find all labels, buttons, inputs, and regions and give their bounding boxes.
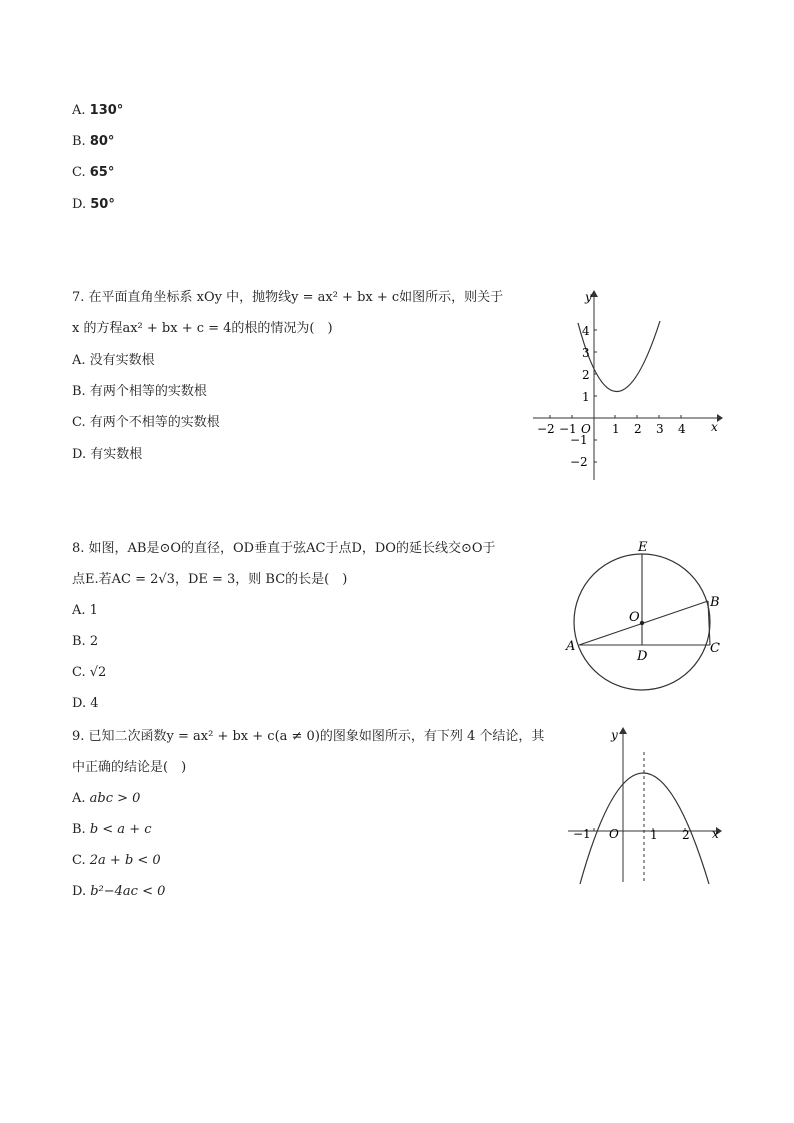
- option-text: 130°: [89, 103, 124, 118]
- q8-option-a: [72, 602, 98, 620]
- q7-parabola-curve: [578, 321, 660, 392]
- q9-option-a: [72, 790, 140, 808]
- q9-option-c: [72, 852, 161, 870]
- option-letter: C.: [72, 415, 86, 430]
- q8-label-o: O: [629, 610, 640, 625]
- option-text: b < a + c: [89, 822, 152, 837]
- q7-ytick-label: −2: [570, 455, 588, 469]
- q8-stem-line1: 8. 如图，AB是⊙O的直径，OD垂直于弦AC于点D，DO的延长线交⊙O于: [72, 541, 496, 556]
- option-letter: B.: [72, 822, 86, 837]
- option-letter: C.: [72, 165, 86, 180]
- option-letter: A.: [72, 791, 86, 806]
- q7-option-d: [72, 446, 142, 464]
- q8-option-b: [72, 633, 98, 651]
- q9-origin-label: O: [609, 827, 619, 841]
- q7-option-b: [72, 383, 207, 401]
- option-text: abc > 0: [89, 791, 141, 806]
- q9-option-b: [72, 821, 152, 839]
- option-letter: B.: [72, 384, 86, 399]
- q6-option-b: [72, 133, 114, 151]
- q6-option-c: [72, 164, 114, 182]
- q7-parabola-graph: [525, 285, 725, 485]
- option-letter: B.: [72, 134, 86, 149]
- q7-xtick-label: 3: [656, 422, 664, 436]
- option-letter: A.: [72, 353, 86, 368]
- option-text: 80°: [89, 134, 115, 149]
- q8-center-point: [640, 621, 644, 625]
- option-text: 有实数根: [90, 447, 143, 462]
- option-text: 1: [89, 603, 98, 618]
- q8-label-d: D: [637, 649, 648, 664]
- q7-x-arrow-icon: [717, 414, 723, 422]
- q7-xtick-label: 4: [678, 422, 686, 436]
- q7-xtick-label: −2: [537, 422, 555, 436]
- option-text: b²−4ac < 0: [90, 884, 166, 899]
- q8-circle-figure: [560, 535, 730, 700]
- q7-xtick-label: 2: [634, 422, 642, 436]
- q6-option-d: [72, 196, 115, 214]
- option-letter: A.: [72, 103, 86, 118]
- q9-stem-line2: 中正确的结论是( ): [72, 760, 187, 775]
- q7-x-label: x: [711, 420, 718, 434]
- q7-origin-label: O: [581, 422, 591, 436]
- option-letter: D.: [72, 884, 87, 899]
- option-text: 2a + b < 0: [89, 853, 161, 868]
- q7-y-label: y: [585, 290, 592, 304]
- q9-x-label: x: [712, 827, 719, 841]
- q8-option-c: [72, 664, 106, 682]
- q7-stem-line1: 7. 在平面直角坐标系 xOy 中，抛物线y = ax² + bx + c如图所示，则关于: [72, 290, 504, 305]
- q9-tick-label: 1: [650, 828, 658, 842]
- option-letter: C.: [72, 665, 86, 680]
- option-text: 没有实数根: [89, 353, 155, 368]
- q7-ytick-label: 2: [582, 368, 590, 382]
- option-text: 有两个相等的实数根: [89, 384, 207, 399]
- q9-y-label: y: [611, 728, 618, 742]
- q7-xtick-label: −1: [559, 422, 577, 436]
- q8-stem-line2: 点E.若AC = 2√3，DE = 3，则 BC的长是( ): [72, 572, 348, 587]
- q9-option-d: [72, 883, 165, 901]
- q8-label-c: C: [710, 641, 720, 656]
- q8-label-b: B: [710, 595, 720, 610]
- option-letter: D.: [72, 447, 87, 462]
- option-letter: D.: [72, 696, 87, 711]
- q7-ytick-label: 3: [582, 346, 590, 360]
- option-text: 50°: [90, 197, 115, 212]
- option-letter: D.: [72, 197, 87, 212]
- q8-option-d: [72, 695, 99, 713]
- option-letter: B.: [72, 634, 86, 649]
- q7-ytick-label: 4: [582, 324, 590, 338]
- option-text: 4: [90, 696, 99, 711]
- q9-tick-label: −1: [573, 827, 591, 841]
- q9-parabola-graph: [560, 722, 730, 887]
- q8-label-e: E: [638, 540, 648, 555]
- option-text: √2: [89, 665, 107, 680]
- q9-y-arrow-icon: [619, 727, 627, 734]
- option-text: 2: [89, 634, 99, 649]
- q6-option-a: [72, 102, 123, 120]
- option-text: 有两个不相等的实数根: [89, 415, 220, 430]
- option-text: 65°: [89, 165, 115, 180]
- q8-label-a: A: [566, 639, 576, 654]
- q7-option-a: [72, 352, 155, 370]
- q7-option-c: [72, 414, 220, 432]
- q7-ytick-label: 1: [582, 390, 590, 404]
- q9-stem-line1: 9. 已知二次函数y = ax² + bx + c(a ≠ 0)的图象如图所示，有下列 4 个结论，其: [72, 729, 545, 744]
- q7-stem-line2: x 的方程ax² + bx + c = 4的根的情况为( ): [72, 321, 333, 336]
- q9-tick-label: 2: [682, 828, 690, 842]
- q7-ytick-label: −1: [570, 433, 588, 447]
- q7-xtick-label: 1: [612, 422, 620, 436]
- option-letter: C.: [72, 853, 86, 868]
- option-letter: A.: [72, 603, 86, 618]
